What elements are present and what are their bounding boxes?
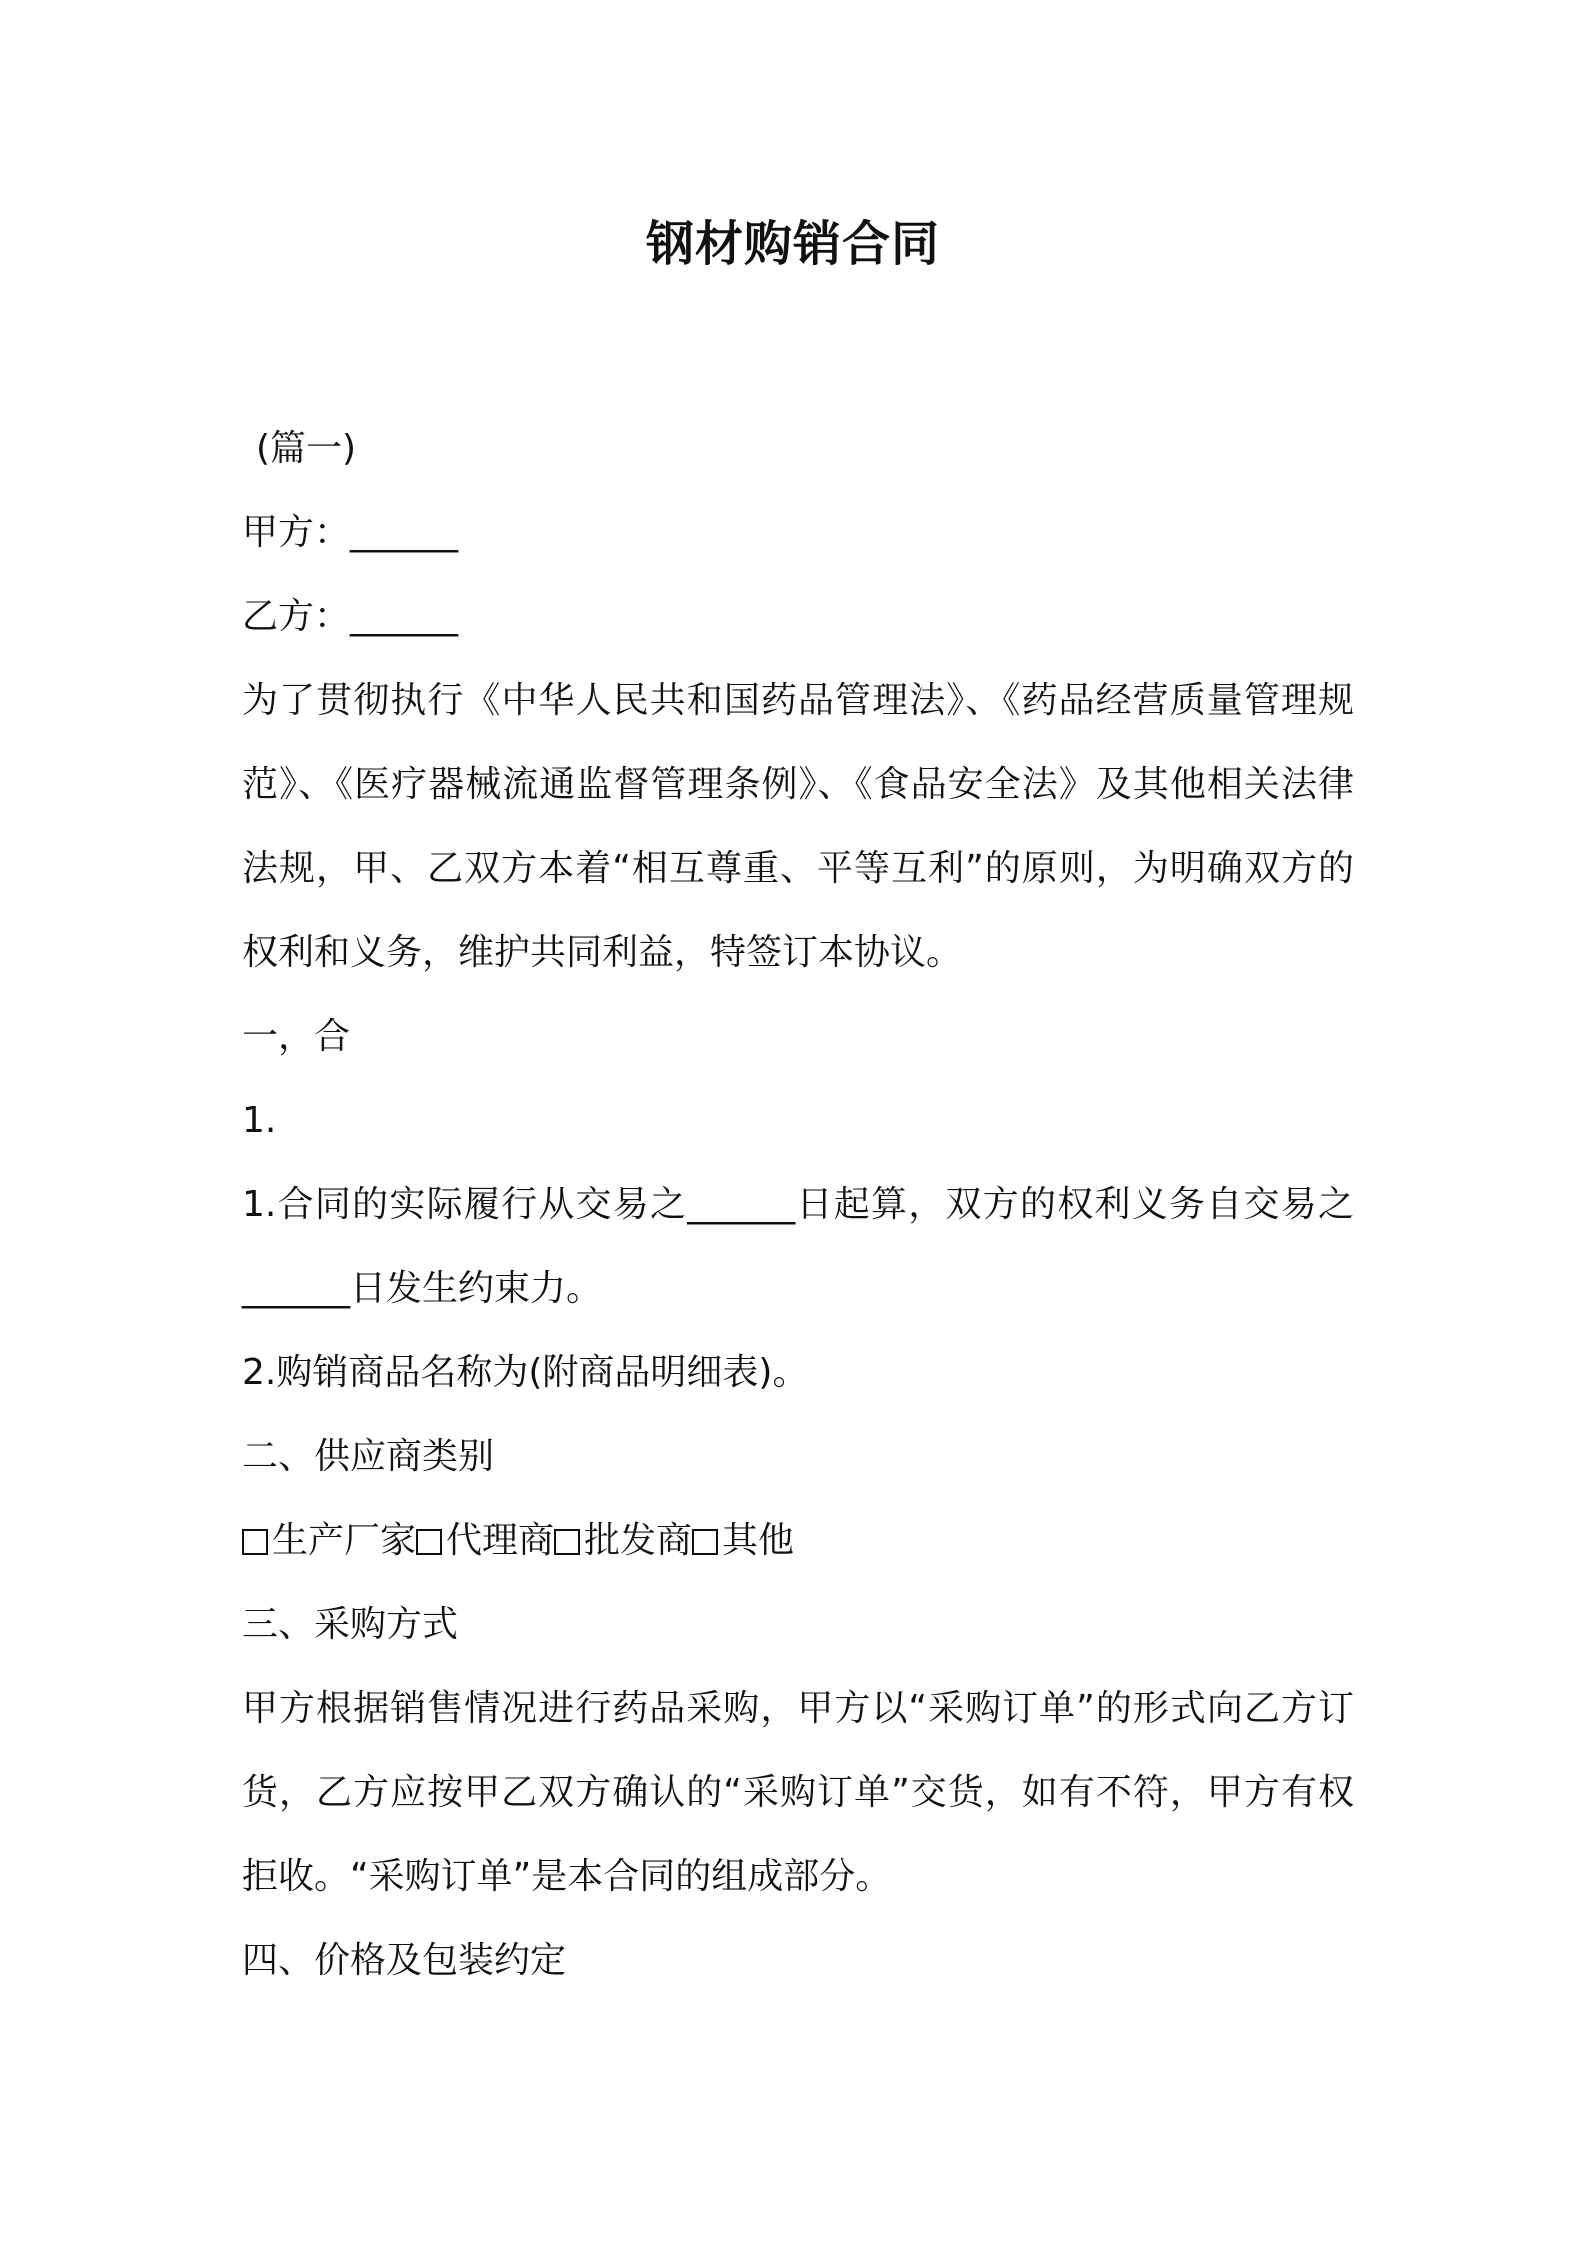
party-b-line: 乙方：______ [242, 596, 459, 637]
document-body [242, 407, 1354, 2003]
checkbox-icon[interactable] [242, 1529, 268, 1555]
section-1-item-1: 1.合同的实际履行从交易之______日起算，双方的权利义务自交易之______日发生约束力。 [242, 1184, 1354, 1309]
section-2-heading: 二、供应商类别 [242, 1436, 495, 1477]
section-1-heading: 一，合 [242, 1016, 351, 1057]
section-3-heading: 三、采购方式 [242, 1604, 459, 1645]
section-3-paragraph: 甲方根据销售情况进行药品采购，甲方以“采购订单”的形式向乙方订货，乙方应按甲乙双方确认的“采购订单”交货，如有不符，甲方有权拒收。“采购订单”是本合同的组成部分。 [242, 1688, 1354, 1897]
part-label: (篇一) [256, 428, 357, 469]
checkbox-icon[interactable] [554, 1529, 580, 1555]
supplier-option-label: 生产厂家 [272, 1520, 417, 1561]
section-1-item-2: 2.购销商品名称为(附商品明细表)。 [242, 1352, 809, 1393]
supplier-option[interactable] [692, 1520, 794, 1561]
checkbox-icon[interactable] [416, 1529, 442, 1555]
section-4-heading: 四、价格及包装约定 [242, 1940, 567, 1981]
supplier-option[interactable] [554, 1520, 692, 1561]
intro-paragraph: 为了贯彻执行《中华人民共和国药品管理法》、《药品经营质量管理规范》、《医疗器械流通监督管理条例》、《食品安全法》及其他相关法律法规，甲、乙双方本着“相互尊重、平等互利”的原则，为明确双方的权利和义务，维护共同利益，特签订本协议。 [242, 680, 1354, 973]
supplier-option-label: 批发商 [584, 1520, 693, 1561]
document-title: 钢材购销合同 [645, 216, 940, 272]
supplier-option-label: 代理商 [446, 1520, 555, 1561]
supplier-option[interactable] [416, 1520, 554, 1561]
supplier-option-label: 其他 [722, 1520, 795, 1561]
section-1-item-0: 1. [242, 1100, 277, 1141]
checkbox-icon[interactable] [692, 1529, 718, 1555]
supplier-option[interactable] [242, 1520, 416, 1561]
party-a-line: 甲方：______ [242, 512, 459, 553]
supplier-type-options [242, 1499, 1354, 1583]
